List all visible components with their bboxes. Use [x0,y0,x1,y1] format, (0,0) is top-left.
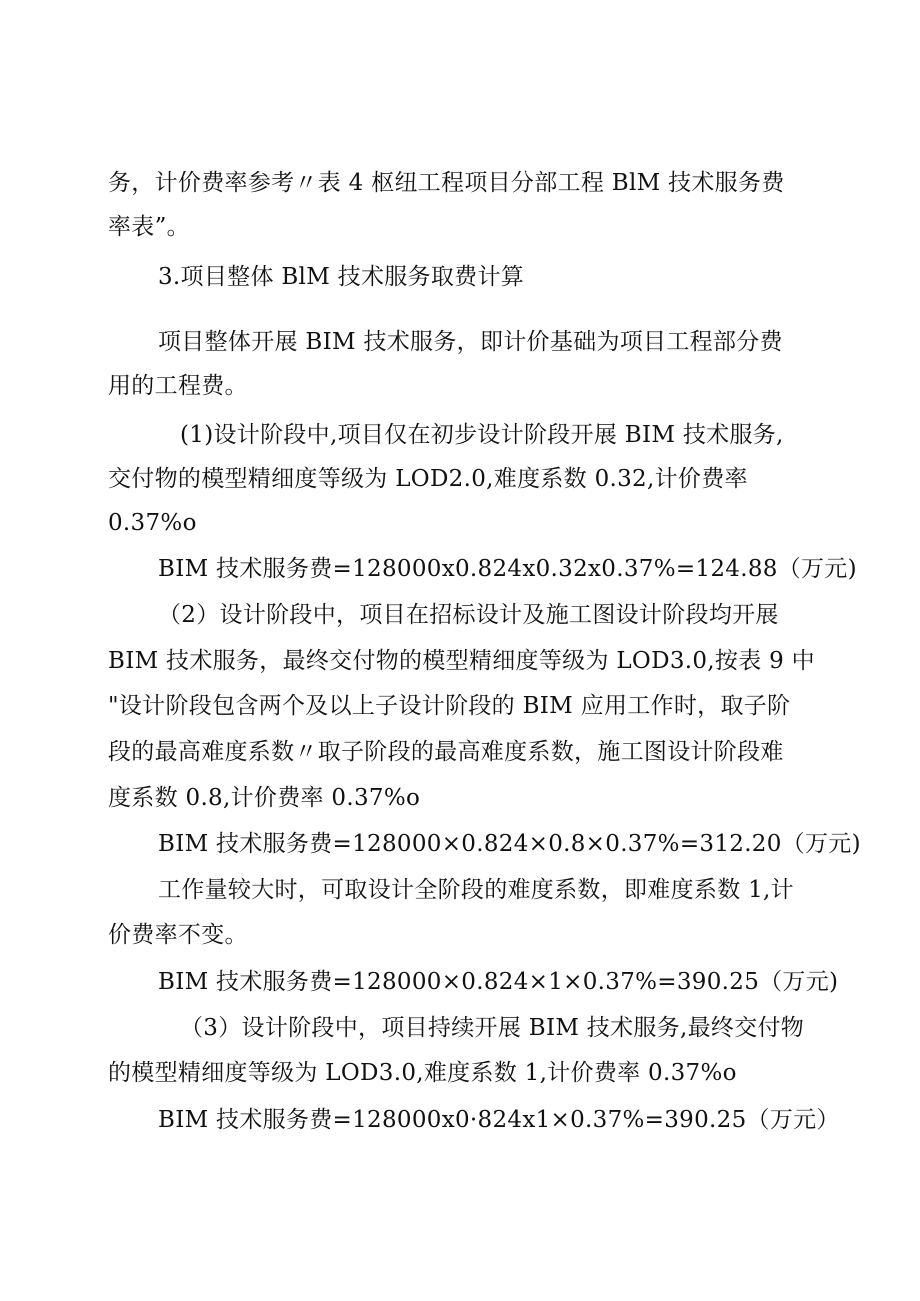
overall-paragraph-line-2: 用的工程费。 [108,373,248,399]
item-2-line-4: 段的最高难度系数〃取子阶段的最高难度系数，施工图设计阶段难 [108,739,784,765]
item-1-line-3: 0.37%o [108,510,197,536]
item-2-line-5: 度系数 0.8,计价费率 0.37%o [108,785,421,811]
formula-3: BIM 技术服务费=128000×0.824×1×0.37%=390.25（万元) [158,969,839,995]
item-1-line-2: 交付物的模型精细度等级为 LOD2.0,难度系数 0.32,计价费率 [108,466,748,492]
formula-2: BIM 技术服务费=128000×0.824×0.8×0.37%=312.20（万元) [158,831,861,857]
item-2-line-3: "设计阶段包含两个及以上子设计阶段的 BIM 应用工作时，取子阶 [108,693,791,719]
section-heading: 3.项目整体 BlM 技术服务取费计算 [158,264,525,290]
item-2-line-2: BIM 技术服务，最终交付物的模型精细度等级为 LOD3.0,按表 9 中 [108,648,815,674]
overall-paragraph-line-1: 项目整体开展 BIM 技术服务，即计价基础为项目工程部分费 [158,329,783,355]
formula-4: BIM 技术服务费=128000x0·824x1×0.37%=390.25（万元） [158,1107,840,1133]
formula-1: BIM 技术服务费=128000x0.824x0.32x0.37%=124.88（万元) [158,556,857,582]
item-3-line-2: 的模型精细度等级为 LOD3.0,难度系数 1,计价费率 0.37%o [108,1060,737,1086]
item-2-line-1: （2）设计阶段中，项目在招标设计及施工图设计阶段均开展 [158,602,779,628]
intro-paragraph-line-1: 务，计价费率参考〃表 4 枢纽工程项目分部工程 BlM 技术服务费 [108,170,785,196]
intro-paragraph-line-2: 率表”。 [108,214,190,240]
workload-paragraph-line-1: 工作量较大时，可取设计全阶段的难度系数，即难度系数 1,计 [158,877,794,903]
item-3-line-1: （3）设计阶段中，项目持续开展 BIM 技术服务,最终交付物 [180,1015,805,1041]
workload-paragraph-line-2: 价费率不变。 [108,922,248,948]
item-1-line-1: (1)设计阶段中,项目仅在初步设计阶段开展 BIM 技术服务, [180,422,784,448]
